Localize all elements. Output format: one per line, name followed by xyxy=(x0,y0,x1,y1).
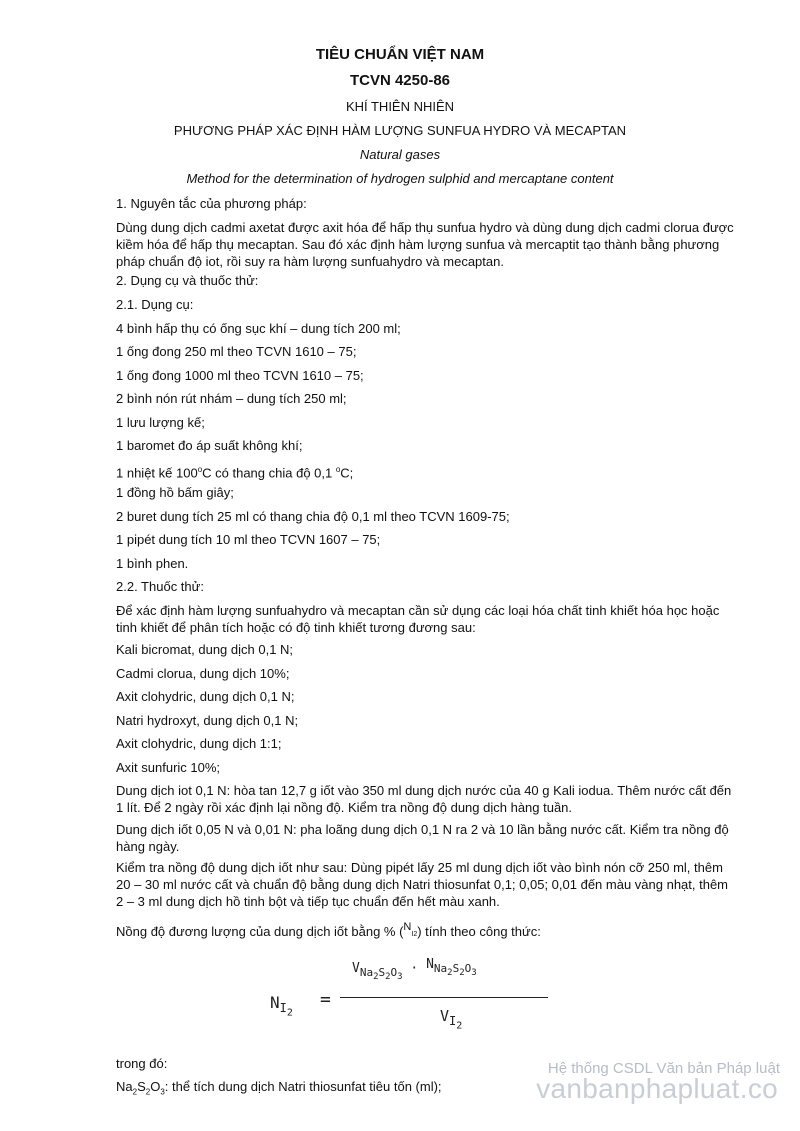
document-title: PHƯƠNG PHÁP XÁC ĐỊNH HÀM LƯỢNG SUNFUA HYDRO VÀ MECAPTAN xyxy=(173,123,627,138)
equipment-item: 1 ống đong 1000 ml theo TCVN 1610 – 75; xyxy=(116,368,364,383)
reagent-item: Axit clohydric, dung dịch 1:1; xyxy=(116,736,282,751)
standard-heading: TIÊU CHUẨN VIỆT NAM xyxy=(315,46,485,63)
english-title: Method for the determination of hydrogen sulphid and mercaptane content xyxy=(186,171,614,186)
iodine-concentration-formula xyxy=(270,955,570,1050)
section-2-heading: 2. Dụng cụ và thuốc thử: xyxy=(116,273,259,288)
standard-code: TCVN 4250-86 xyxy=(349,72,451,89)
reagent-iodine: Dung dịch iot 0,1 N: hòa tan 12,7 g iốt vào 350 ml dung dịch nước của 40 g Kali iodua. Thêm nước cất đến 1 lít. Để 2 ngày rồi xác định lại nồng độ. Kiểm tra nồng độ dung dịch hàng tuần. xyxy=(116,783,732,815)
reagent-item: Natri hydroxyt, dung dịch 0,1 N; xyxy=(116,713,299,728)
section-2-1-heading: 2.1. Dụng cụ: xyxy=(116,297,194,312)
fraction-bar xyxy=(340,997,548,998)
where-label: trong đó: xyxy=(116,1056,168,1071)
equipment-item: 2 buret dung tích 25 ml có thang chia độ 0,1 ml theo TCVN 1609-75; xyxy=(116,509,510,524)
section-1-text: Dùng dung dịch cadmi axetat được axit hóa để hấp thụ sunfua hydro và dùng dung dịch cadmi clorua được kiềm hóa để hấp thụ mecaptan. Sau đó xác định hàm lượng sunfua và mercaptit tạo thành bằng phương pháp chuẩn độ iot, rồi suy ra hàm lượng sunfuahydro và mecaptan. xyxy=(116,220,734,269)
equipment-item: 1 lưu lượng kế; xyxy=(116,415,205,430)
formula-numerator: $V_{Na_2S_2O_3} \cdot NNa_2S_2O_3$ xyxy=(352,957,477,982)
section-1-heading: 1. Nguyên tắc của phương pháp: xyxy=(116,196,307,211)
section-2-2-heading: 2.2. Thuốc thử: xyxy=(116,579,204,594)
reagent-iodine-dilute: Dung dịch iốt 0,05 N và 0,01 N: pha loãng dung dịch 0,1 N ra 2 và 10 lần bằng nước cất. Kiểm tra nồng độ hàng ngày. xyxy=(116,822,729,854)
watermark-line-2: vanbanphapluat.co xyxy=(536,1073,778,1104)
formula-equals: = xyxy=(320,989,331,1010)
watermark-line-1: Hệ thống CSDL Văn bản Pháp luật xyxy=(547,1060,780,1077)
formula-lhs: $N_{I_2}$ xyxy=(270,993,293,1019)
reagent-item: Cadmi clorua, dung dịch 10%; xyxy=(116,666,290,681)
reagent-iodine-check: Kiểm tra nồng độ dung dịch iốt như sau: Dùng pipét lấy 25 ml dung dịch iốt vào bình nón cỡ 250 ml, thêm 20 – 30 ml nước cất và chuẩn độ bằng dung dịch Natri thiosunfat 0,1; 0,05; 0,01 đến màu vàng nhạt, thêm 2 – 3 ml dung dịch hồ tinh bột và tiếp tục chuẩn đến hết màu xanh. xyxy=(116,860,729,909)
equipment-item-thermometer: 1 nhiệt kế 100$^o$C có thang chia độ 0,1 $^o$C; xyxy=(116,465,354,481)
equipment-item: 4 bình hấp thụ có ống sục khí – dung tích 200 ml; xyxy=(116,321,401,336)
reagent-item: Axit sunfuric 10%; xyxy=(116,760,221,775)
equipment-item: 1 đồng hồ bấm giây; xyxy=(116,485,234,500)
formula-denominator: $V_{I_2}$ xyxy=(440,1007,463,1032)
reagent-item: Kali bicromat, dung dịch 0,1 N; xyxy=(116,642,294,657)
equipment-item: 2 bình nón rút nhám – dung tích 250 ml; xyxy=(116,391,347,406)
reagent-intro: Để xác định hàm lượng sunfuahydro và mecaptan cần sử dụng các loại hóa chất tinh khiết hóa học hoặc tinh khiết để phân tích hoặc có độ tinh khiết tương đương sau: xyxy=(116,603,720,635)
english-subject: Natural gases xyxy=(359,147,441,162)
equipment-item: 1 bình phen. xyxy=(116,556,189,571)
definition-na2s2o3: $Na_2S_2O_3$: thể tích dung dịch Natri thiosunfat tiêu tốn (ml); xyxy=(116,1079,442,1097)
subject-heading: KHÍ THIÊN NHIÊN xyxy=(345,99,455,114)
equipment-item: 1 pipét dung tích 10 ml theo TCVN 1607 – 75; xyxy=(116,532,381,547)
concentration-text: Nồng độ đương lượng của dung dịch iốt bằng % ($^N$I2) tính theo công thức: xyxy=(116,921,541,939)
equipment-item: 1 ống đong 250 ml theo TCVN 1610 – 75; xyxy=(116,344,357,359)
equipment-item: 1 baromet đo áp suất không khí; xyxy=(116,438,303,453)
reagent-item: Axit clohydric, dung dịch 0,1 N; xyxy=(116,689,295,704)
